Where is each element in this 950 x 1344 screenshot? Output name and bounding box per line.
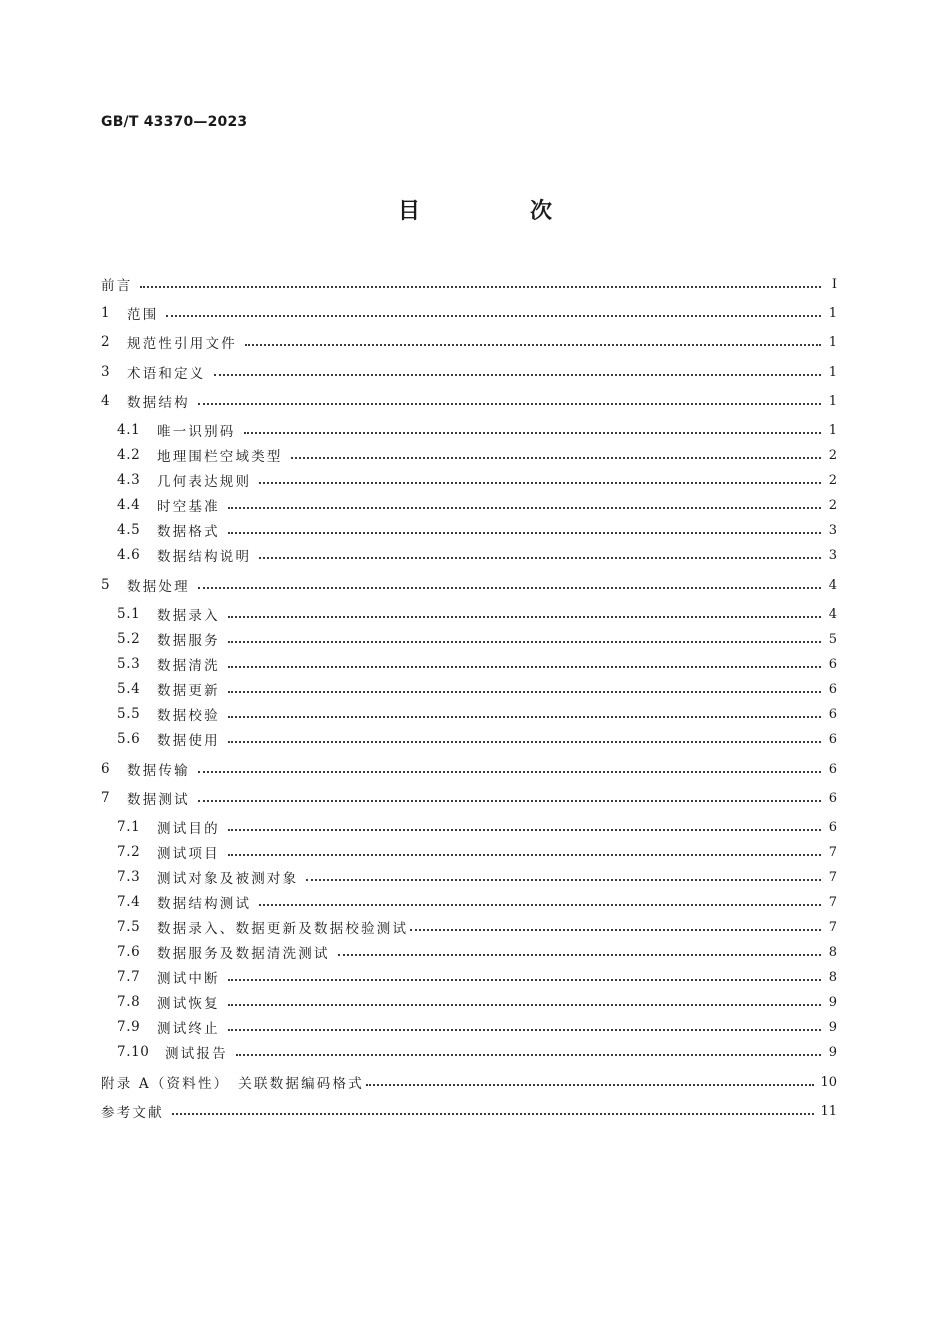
toc-entry-title: 数据校验 [157,708,220,724]
toc-entry[interactable] [117,1016,837,1038]
toc-entry[interactable] [101,758,837,780]
toc-entry-page: 7 [828,869,837,885]
toc-entry[interactable] [117,916,837,938]
toc-entry[interactable] [117,991,837,1013]
toc-entry-number: 5.1 [117,606,141,622]
toc-entry-title: 数据使用 [157,733,220,749]
toc-entry-title: 前言 [101,278,133,294]
toc-entry[interactable] [101,1100,837,1122]
toc-entry-number: 6 [101,761,111,777]
dot-leader [244,432,822,434]
dot-leader [228,691,821,693]
toc-entry-page: 6 [828,656,837,672]
toc-entry-page: 1 [828,364,837,380]
toc-entry-number: 3 [101,364,111,380]
toc-entry-title: 数据服务及数据清洗测试 [157,946,330,962]
toc-entry-page: 9 [828,1019,837,1035]
toc-entry[interactable] [117,444,837,466]
toc-entry[interactable] [101,302,837,324]
toc-entry-number: 5 [101,577,111,593]
toc-entry[interactable] [117,966,837,988]
toc-entry-page: 6 [828,761,837,777]
toc-entry-number: 7.2 [117,844,141,860]
toc-entry[interactable] [101,787,837,809]
dot-leader [338,954,821,956]
toc-entry-number: 4.3 [117,472,141,488]
toc-entry-number: 1 [101,305,111,321]
dot-leader [306,879,821,881]
toc-entry-title: 规范性引用文件 [127,336,237,352]
toc-entry[interactable] [117,419,837,441]
toc-entry-title: 测试报告 [165,1046,228,1062]
dot-leader [198,587,821,589]
toc-entry-title: 数据更新 [157,683,220,699]
dot-leader [198,800,821,802]
toc-entry-title: 数据清洗 [157,658,220,674]
toc-entry-page: 11 [820,1103,837,1119]
toc-entry-title: 测试项目 [157,846,220,862]
toc-entry[interactable] [117,941,837,963]
toc-entry-title: 数据结构 [127,395,190,411]
toc-entry-page: 7 [828,844,837,860]
toc-entry-page: 5 [828,631,837,647]
toc-entry[interactable] [117,703,837,725]
toc-entry-page: 10 [820,1074,837,1090]
dot-leader [259,904,821,906]
standard-code: GB/T 43370—2023 [101,114,248,130]
toc-entry-title: 数据处理 [127,579,190,595]
toc-entry-number: 5.2 [117,631,141,647]
dot-leader [166,315,821,317]
toc-entry[interactable] [117,603,837,625]
toc-entry-number: 7.6 [117,944,141,960]
toc-entry[interactable] [117,1041,837,1063]
toc-entry-number: 7.4 [117,894,141,910]
toc-entry-title: 数据测试 [127,792,190,808]
page-title: 目 次 [397,199,596,224]
toc-entry-title: 测试恢复 [157,996,220,1012]
dot-leader [228,532,821,534]
dot-leader [228,507,821,509]
toc-entry[interactable] [117,494,837,516]
toc-entry-page: 6 [828,790,837,806]
toc-entry[interactable] [117,544,837,566]
toc-entry-title: 测试终止 [157,1021,220,1037]
toc-entry-title: 数据服务 [157,633,220,649]
dot-leader [214,374,822,376]
dot-leader [198,403,821,405]
dot-leader [140,286,821,288]
toc-entry-page: 7 [828,894,837,910]
toc-entry[interactable] [117,891,837,913]
toc-entry[interactable] [117,469,837,491]
dot-leader [172,1113,815,1115]
toc-entry-number: 4.4 [117,497,141,513]
toc-entry-title: 时空基准 [157,499,220,515]
dot-leader [228,641,821,643]
toc-entry-number: 2 [101,334,111,350]
toc-entry-title: 附录 A（资料性） 关联数据编码格式 [101,1076,364,1092]
dot-leader [228,1004,821,1006]
dot-leader [228,666,821,668]
dot-leader [198,771,821,773]
toc-entry-number: 7.9 [117,1019,141,1035]
dot-leader [228,716,821,718]
toc-entry[interactable] [101,574,837,596]
toc-entry-page: 1 [828,393,837,409]
toc-entry-page: 6 [828,681,837,697]
toc-entry-title: 地理围栏空域类型 [157,449,283,465]
dot-leader [228,829,821,831]
toc-entry-number: 7 [101,790,111,806]
toc-entry-page: 9 [828,994,837,1010]
toc-entry-title: 参考文献 [101,1105,164,1121]
toc-entry-title: 范围 [127,307,159,323]
toc-entry[interactable] [117,841,837,863]
dot-leader [228,741,821,743]
toc-entry-number: 4 [101,393,111,409]
toc-entry-title: 测试对象及被测对象 [157,871,299,887]
toc-entry-title: 测试目的 [157,821,220,837]
toc-entry-page: 1 [828,422,837,438]
dot-leader [291,457,821,459]
toc-entry-page: Ⅰ [831,276,837,292]
toc-entry-title: 唯一识别码 [157,424,236,440]
toc-entry[interactable] [117,816,837,838]
dot-leader [410,929,821,931]
toc-entry-page: 2 [828,447,837,463]
dot-leader [366,1084,815,1086]
dot-leader [259,482,821,484]
toc-entry-title: 数据录入、数据更新及数据校验测试 [157,921,409,937]
toc-entry[interactable] [117,519,837,541]
toc-entry-page: 8 [828,944,837,960]
toc-entry[interactable] [101,331,837,353]
toc-entry-number: 5.5 [117,706,141,722]
toc-entry-page: 3 [828,547,837,563]
toc-entry-page: 4 [828,577,837,593]
toc-entry-page: 1 [828,305,837,321]
toc-entry-number: 7.7 [117,969,141,985]
toc-entry-page: 9 [828,1044,837,1060]
toc-entry-title: 测试中断 [157,971,220,987]
toc-entry[interactable] [101,273,837,295]
toc-entry-number: 7.1 [117,819,141,835]
toc-entry-title: 数据录入 [157,608,220,624]
dot-leader [236,1054,821,1056]
toc-entry[interactable] [101,361,837,383]
toc-entry-number: 5.4 [117,681,141,697]
toc-entry-number: 7.8 [117,994,141,1010]
toc-entry[interactable] [117,678,837,700]
toc-entry-page: 6 [828,819,837,835]
toc-entry-number: 4.1 [117,422,141,438]
dot-leader [245,344,821,346]
toc-entry-page: 2 [828,472,837,488]
toc-entry[interactable] [101,390,837,412]
toc-entry-number: 7.5 [117,919,141,935]
toc-entry-number: 5.3 [117,656,141,672]
dot-leader [228,979,821,981]
toc-entry-number: 4.2 [117,447,141,463]
toc-entry[interactable] [117,866,837,888]
dot-leader [228,616,821,618]
toc-entry-number: 4.5 [117,522,141,538]
toc-entry-page: 2 [828,497,837,513]
dot-leader [228,854,821,856]
toc-entry-page: 4 [828,606,837,622]
toc-entry-page: 3 [828,522,837,538]
toc-entry[interactable] [117,628,837,650]
table-of-contents [101,0,837,1344]
toc-entry[interactable] [101,1071,837,1093]
toc-entry-number: 4.6 [117,547,141,563]
toc-entry-title: 数据结构测试 [157,896,252,912]
toc-entry[interactable] [117,653,837,675]
toc-entry-title: 术语和定义 [127,366,206,382]
toc-entry-number: 7.3 [117,869,141,885]
toc-entry-title: 数据传输 [127,763,190,779]
toc-entry-number: 7.10 [117,1044,150,1060]
dot-leader [228,1029,821,1031]
toc-entry-page: 6 [828,731,837,747]
toc-entry[interactable] [117,728,837,750]
toc-entry-page: 7 [828,919,837,935]
toc-entry-page: 1 [828,334,837,350]
toc-entry-page: 8 [828,969,837,985]
toc-entry-title: 几何表达规则 [157,474,252,490]
toc-entry-title: 数据结构说明 [157,549,252,565]
toc-entry-page: 6 [828,706,837,722]
dot-leader [259,557,821,559]
toc-entry-title: 数据格式 [157,524,220,540]
toc-entry-number: 5.6 [117,731,141,747]
